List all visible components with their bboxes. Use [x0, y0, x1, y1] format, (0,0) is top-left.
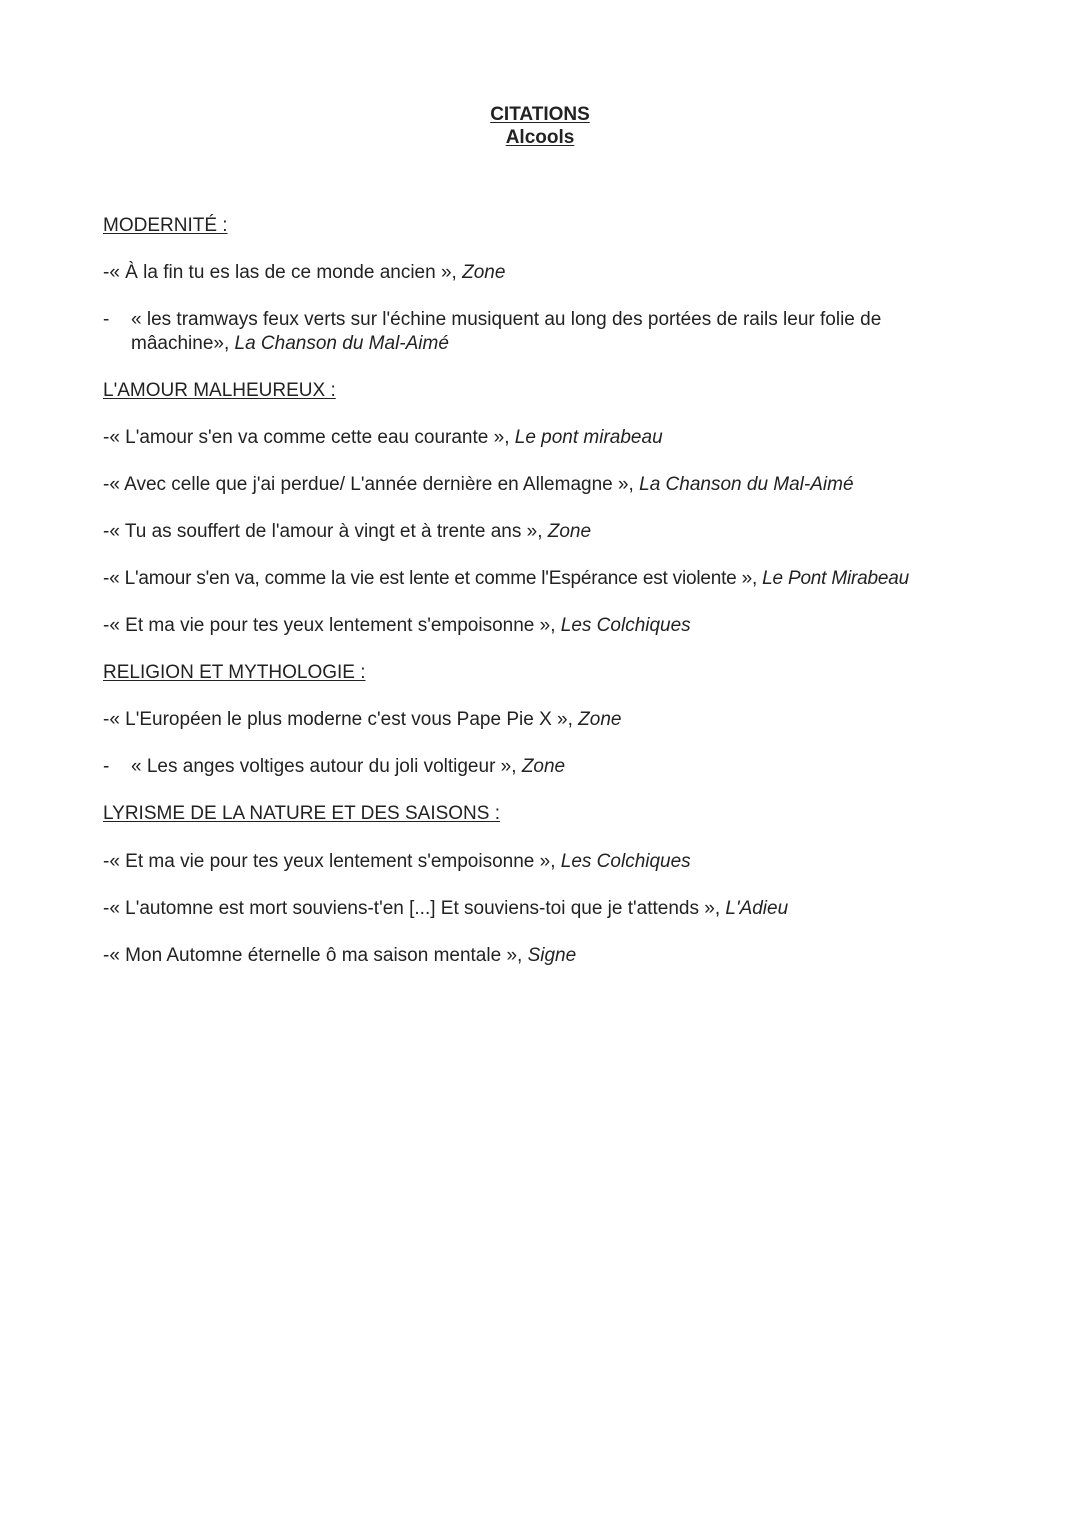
quote-text: « L'Européen le plus moderne c'est vous Pape Pie X »,: [109, 709, 579, 730]
quote-item: [103, 520, 983, 544]
bullet-dash: -: [103, 756, 110, 777]
bullet-dash: -: [103, 568, 110, 589]
section-heading-religion-mythologie: RELIGION ET MYTHOLOGIE :: [103, 662, 366, 683]
title-block: [0, 103, 1080, 149]
quote-text: « À la fin tu es las de ce monde ancien »,: [109, 262, 463, 283]
work-title: Les Colchiques: [560, 851, 691, 872]
quote-text: « L'amour s'en va, comme la vie est lente et comme l'Espérance est violente »,: [109, 568, 763, 589]
work-title: Le Pont Mirabeau: [762, 568, 909, 589]
work-title: Zone: [521, 756, 566, 777]
bullet-dash: -: [103, 709, 110, 730]
quote-item: [103, 473, 983, 497]
work-title: La Chanson du Mal-Aimé: [234, 333, 449, 354]
quote-text: « Tu as souffert de l'amour à vingt et à trente ans »,: [109, 521, 548, 542]
work-title: Zone: [462, 262, 506, 283]
quote-item: [103, 944, 983, 968]
bullet-dash: -: [103, 615, 110, 636]
bullet-dash: -: [103, 427, 110, 448]
bullet-dash: -: [103, 474, 110, 495]
work-title: Les Colchiques: [560, 615, 691, 636]
quote-item: [103, 708, 983, 732]
bullet-dash: -: [103, 521, 110, 542]
section-heading-lyrisme-nature: LYRISME DE LA NATURE ET DES SAISONS :: [103, 803, 500, 824]
section-heading-amour-malheureux: L'AMOUR MALHEUREUX :: [103, 380, 336, 401]
work-title: L'Adieu: [725, 898, 789, 919]
section-heading-modernite: MODERNITÉ :: [103, 215, 228, 236]
quote-text: « Et ma vie pour tes yeux lentement s'empoisonne »,: [109, 851, 561, 872]
document-title: CITATIONS: [490, 104, 590, 125]
quote-item: [103, 261, 983, 285]
work-title: La Chanson du Mal-Aimé: [639, 474, 854, 495]
bullet-dash: -: [103, 898, 110, 919]
quote-text: « Et ma vie pour tes yeux lentement s'empoisonne »,: [109, 615, 561, 636]
bullet-dash: -: [103, 262, 110, 283]
quote-text: « Avec celle que j'ai perdue/ L'année dernière en Allemagne »,: [109, 474, 640, 495]
work-title: Signe: [527, 945, 577, 966]
quote-item: [103, 897, 983, 921]
quote-item: [103, 426, 983, 450]
quote-text: « L'automne est mort souviens-t'en [...] Et souviens-toi que je t'attends »,: [109, 898, 726, 919]
quote-item: [103, 755, 983, 779]
quote-item: [103, 850, 983, 874]
quote-item: [103, 308, 983, 356]
quote-item: [103, 567, 983, 591]
quote-text: « les tramways feux verts sur l'échine musiquent au long des portées de rails leur folie de mâachine»,: [131, 309, 882, 354]
quote-text: « L'amour s'en va comme cette eau courante »,: [109, 427, 515, 448]
work-title: Zone: [578, 709, 622, 730]
quote-item: [103, 614, 983, 638]
bullet-dash: -: [103, 851, 110, 872]
work-title: Le pont mirabeau: [514, 427, 663, 448]
bullet-dash: -: [103, 945, 110, 966]
bullet-dash: -: [103, 309, 110, 330]
work-title: Zone: [547, 521, 592, 542]
document-subtitle: Alcools: [505, 127, 575, 148]
quote-text: « Les anges voltiges autour du joli voltigeur »,: [131, 756, 522, 777]
quote-text: « Mon Automne éternelle ô ma saison mentale »,: [109, 945, 528, 966]
